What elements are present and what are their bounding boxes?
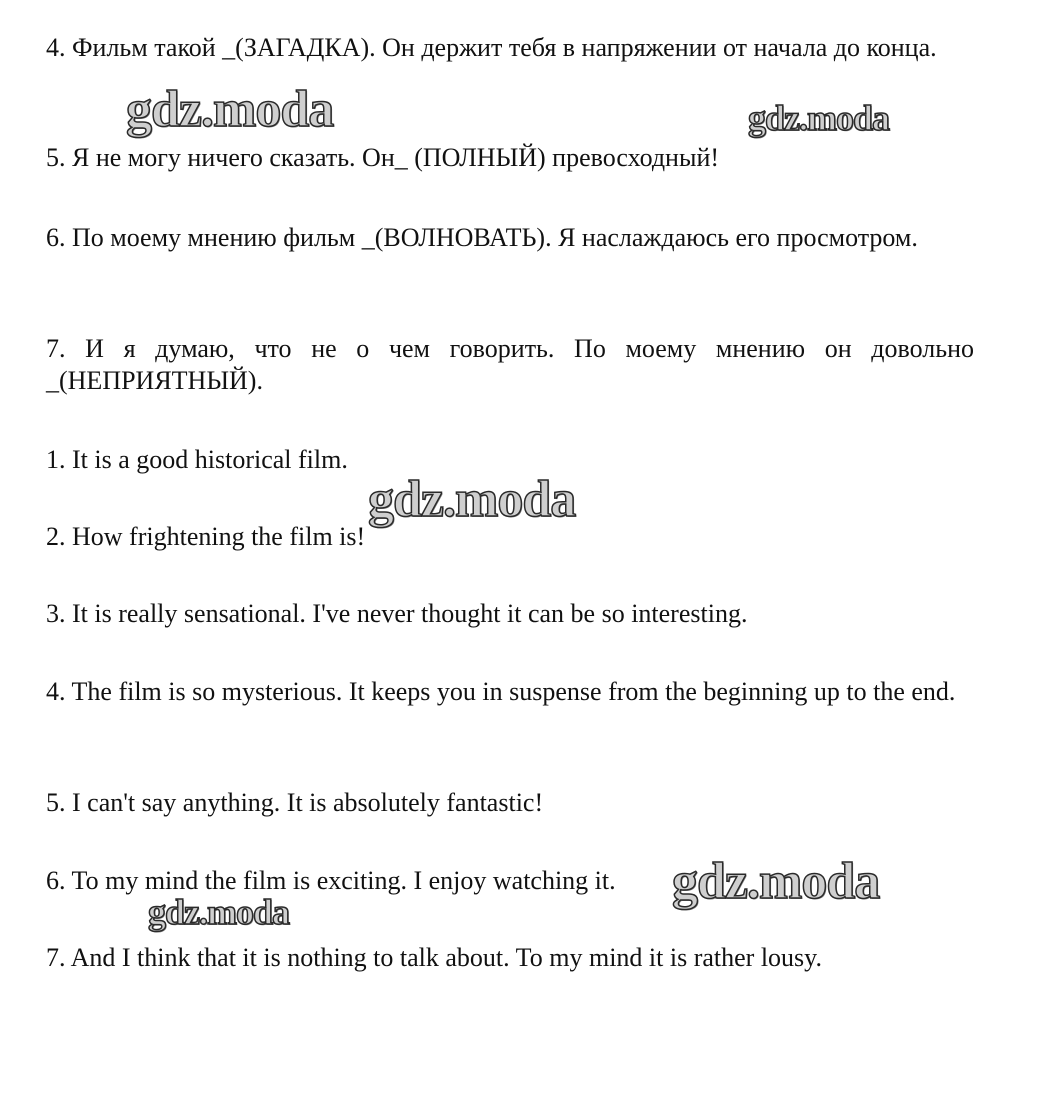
watermark-logo: gdz.moda xyxy=(368,471,576,528)
watermark-logo: gdz.moda xyxy=(748,98,890,138)
russian-item-5: 5. Я не могу ничего сказать. Он_ (ПОЛНЫЙ) превосходный! xyxy=(46,143,720,172)
english-answer-4: 4. The film is so mysterious. It keeps you in suspense from the beginning up to the end. xyxy=(46,677,956,706)
english-answer-1: 1. It is a good historical film. xyxy=(46,445,348,474)
english-answer-6: 6. To my mind the film is exciting. I enjoy watching it. xyxy=(46,866,616,895)
english-answer-5: 5. I can't say anything. It is absolutely fantastic! xyxy=(46,788,544,817)
english-answer-2: 2. How frightening the film is! xyxy=(46,522,366,551)
watermark-logo: gdz.moda xyxy=(148,892,290,932)
russian-item-7: 7. И я думаю, что не о чем говорить. По моему мнению он довольно _(НЕПРИЯТНЫЙ). xyxy=(46,334,974,395)
watermark-logo: gdz.moda xyxy=(126,81,334,138)
watermark-logo: gdz.moda xyxy=(672,853,880,910)
english-answer-3: 3. It is really sensational. I've never thought it can be so interesting. xyxy=(46,599,748,628)
russian-item-6: 6. По моему мнению фильм _(ВОЛНОВАТЬ). Я наслаждаюсь его просмотром. xyxy=(46,223,918,252)
russian-item-4: 4. Фильм такой _(ЗАГАДКА). Он держит тебя в напряжении от начала до конца. xyxy=(46,33,937,62)
english-answer-7: 7. And I think that it is nothing to talk about. To my mind it is rather lousy. xyxy=(46,943,822,972)
